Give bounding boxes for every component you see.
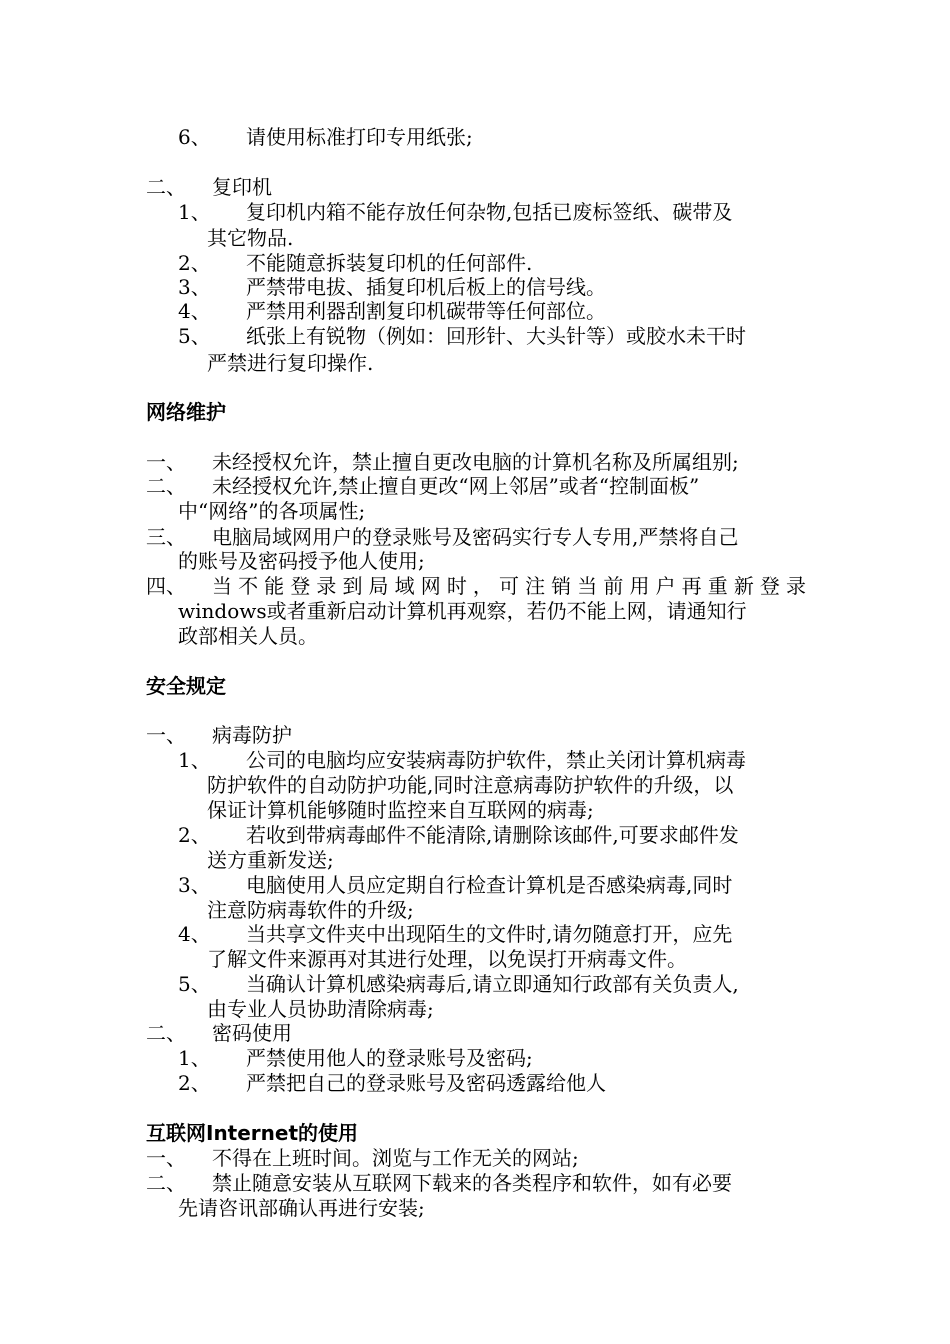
- list-item-text: 当不能登录到局域网时，可注销当前用户再重新登录: [212, 574, 806, 598]
- list-marker: 2、: [178, 1071, 211, 1095]
- section-marker: 二、: [146, 175, 186, 199]
- list-marker: 二、: [146, 474, 186, 498]
- list-item-text: 未经授权允许,禁止擅自更改“网上邻居”或者“控制面板”: [212, 474, 700, 498]
- list-item-text: 中“网络”的各项属性;: [178, 499, 366, 523]
- virus-item-3-cont: [207, 897, 414, 923]
- list-item-text: 严禁进行复印操作.: [207, 351, 374, 375]
- network-item-3-cont: [178, 548, 425, 574]
- network-item-2-cont: [178, 498, 365, 524]
- list-item-text: 其它物品.: [207, 226, 294, 250]
- virus-item-4-cont: [207, 946, 687, 972]
- list-item-text: 当共享文件夹中出现陌生的文件时,请勿随意打开，应先: [246, 922, 733, 946]
- section-title: 病毒防护: [212, 723, 292, 747]
- list-marker: 四、: [146, 574, 186, 598]
- list-item-text: 送方重新发送;: [207, 848, 334, 872]
- list-item-text: 防护软件的自动防护功能,同时注意病毒防护软件的升级，以: [207, 773, 734, 797]
- list-marker: 一、: [146, 1146, 186, 1170]
- network-heading: 网络维护: [146, 400, 226, 424]
- list-marker: 5、: [178, 324, 211, 348]
- list-marker: 3、: [178, 275, 211, 299]
- list-item-text: 注意防病毒软件的升级;: [207, 898, 414, 922]
- network-item-4-cont2: [178, 623, 318, 649]
- list-item-text: 请使用标准打印专用纸张;: [246, 125, 473, 149]
- copier-item-5-cont: [207, 350, 373, 376]
- section-marker: 二、: [146, 1021, 186, 1045]
- network-item-4-cont: [178, 598, 747, 624]
- copier-item-1-cont: [207, 225, 293, 251]
- list-item-text: 严禁带电拔、插复印机后板上的信号线。: [246, 275, 606, 299]
- list-marker: 2、: [178, 251, 211, 275]
- list-item-text: 不得在上班时间。浏览与工作无关的网站;: [212, 1146, 579, 1170]
- list-marker: 1、: [178, 748, 211, 772]
- list-item-text: 纸张上有锐物（例如：回形针、大头针等）或胶水未干时: [246, 324, 746, 348]
- list-item-text: 政部相关人员。: [178, 624, 318, 648]
- list-marker: 6、: [178, 125, 211, 149]
- virus-item-1-cont: [207, 772, 733, 798]
- list-marker: 1、: [178, 1046, 211, 1070]
- list-item-text: 严禁使用他人的登录账号及密码;: [246, 1046, 533, 1070]
- list-item-text: 电脑使用人员应定期自行检查计算机是否感染病毒,同时: [246, 873, 733, 897]
- section-marker: 一、: [146, 723, 186, 747]
- list-item-text: 不能随意拆装复印机的任何部件.: [246, 251, 533, 275]
- list-item-text: 严禁用利器刮割复印机碳带等任何部位。: [246, 299, 606, 323]
- internet-heading: 互联网Internet的使用: [146, 1121, 359, 1145]
- list-item-text: 公司的电脑均应安装病毒防护软件，禁止关闭计算机病毒: [246, 748, 746, 772]
- list-item-text: 严禁把自己的登录账号及密码透露给他人: [246, 1071, 606, 1095]
- virus-item-5-cont: [207, 996, 434, 1022]
- section-title: 复印机: [212, 175, 272, 199]
- list-marker: 一、: [146, 450, 186, 474]
- list-marker: 4、: [178, 922, 211, 946]
- virus-item-1-cont2: [207, 797, 594, 823]
- list-item-text: 保证计算机能够随时监控来自互联网的病毒;: [207, 798, 594, 822]
- list-item-text: 若收到带病毒邮件不能清除,请删除该邮件,可要求邮件发: [246, 823, 739, 847]
- list-item-text: 当确认计算机感染病毒后,请立即通知行政部有关负责人,: [246, 972, 739, 996]
- list-marker: 二、: [146, 1171, 186, 1195]
- internet-item-2-cont: [178, 1195, 425, 1221]
- list-marker: 1、: [178, 200, 211, 224]
- virus-item-2-cont: [207, 847, 334, 873]
- list-marker: 5、: [178, 972, 211, 996]
- list-marker: 4、: [178, 299, 211, 323]
- list-item-text: 复印机内箱不能存放任何杂物,包括已废标签纸、碳带及: [246, 200, 733, 224]
- list-item-text: windows或者重新启动计算机再观察，若仍不能上网，请通知行: [178, 599, 747, 623]
- list-marker: 三、: [146, 525, 186, 549]
- list-marker: 3、: [178, 873, 211, 897]
- security-heading: 安全规定: [146, 674, 226, 698]
- section-title: 密码使用: [212, 1021, 292, 1045]
- list-item-text: 电脑局域网用户的登录账号及密码实行专人专用,严禁将自己: [212, 525, 739, 549]
- list-item-text: 未经授权允许，禁止擅自更改电脑的计算机名称及所属组别;: [212, 450, 739, 474]
- list-item-text: 由专业人员协助清除病毒;: [207, 997, 434, 1021]
- list-item-text: 的账号及密码授予他人使用;: [178, 549, 425, 573]
- list-item-text: 先请咨讯部确认再进行安装;: [178, 1196, 425, 1220]
- list-item-text: 禁止随意安装从互联网下载来的各类程序和软件，如有必要: [212, 1171, 732, 1195]
- list-marker: 2、: [178, 823, 211, 847]
- list-item-text: 了解文件来源再对其进行处理，以免误打开病毒文件。: [207, 947, 687, 971]
